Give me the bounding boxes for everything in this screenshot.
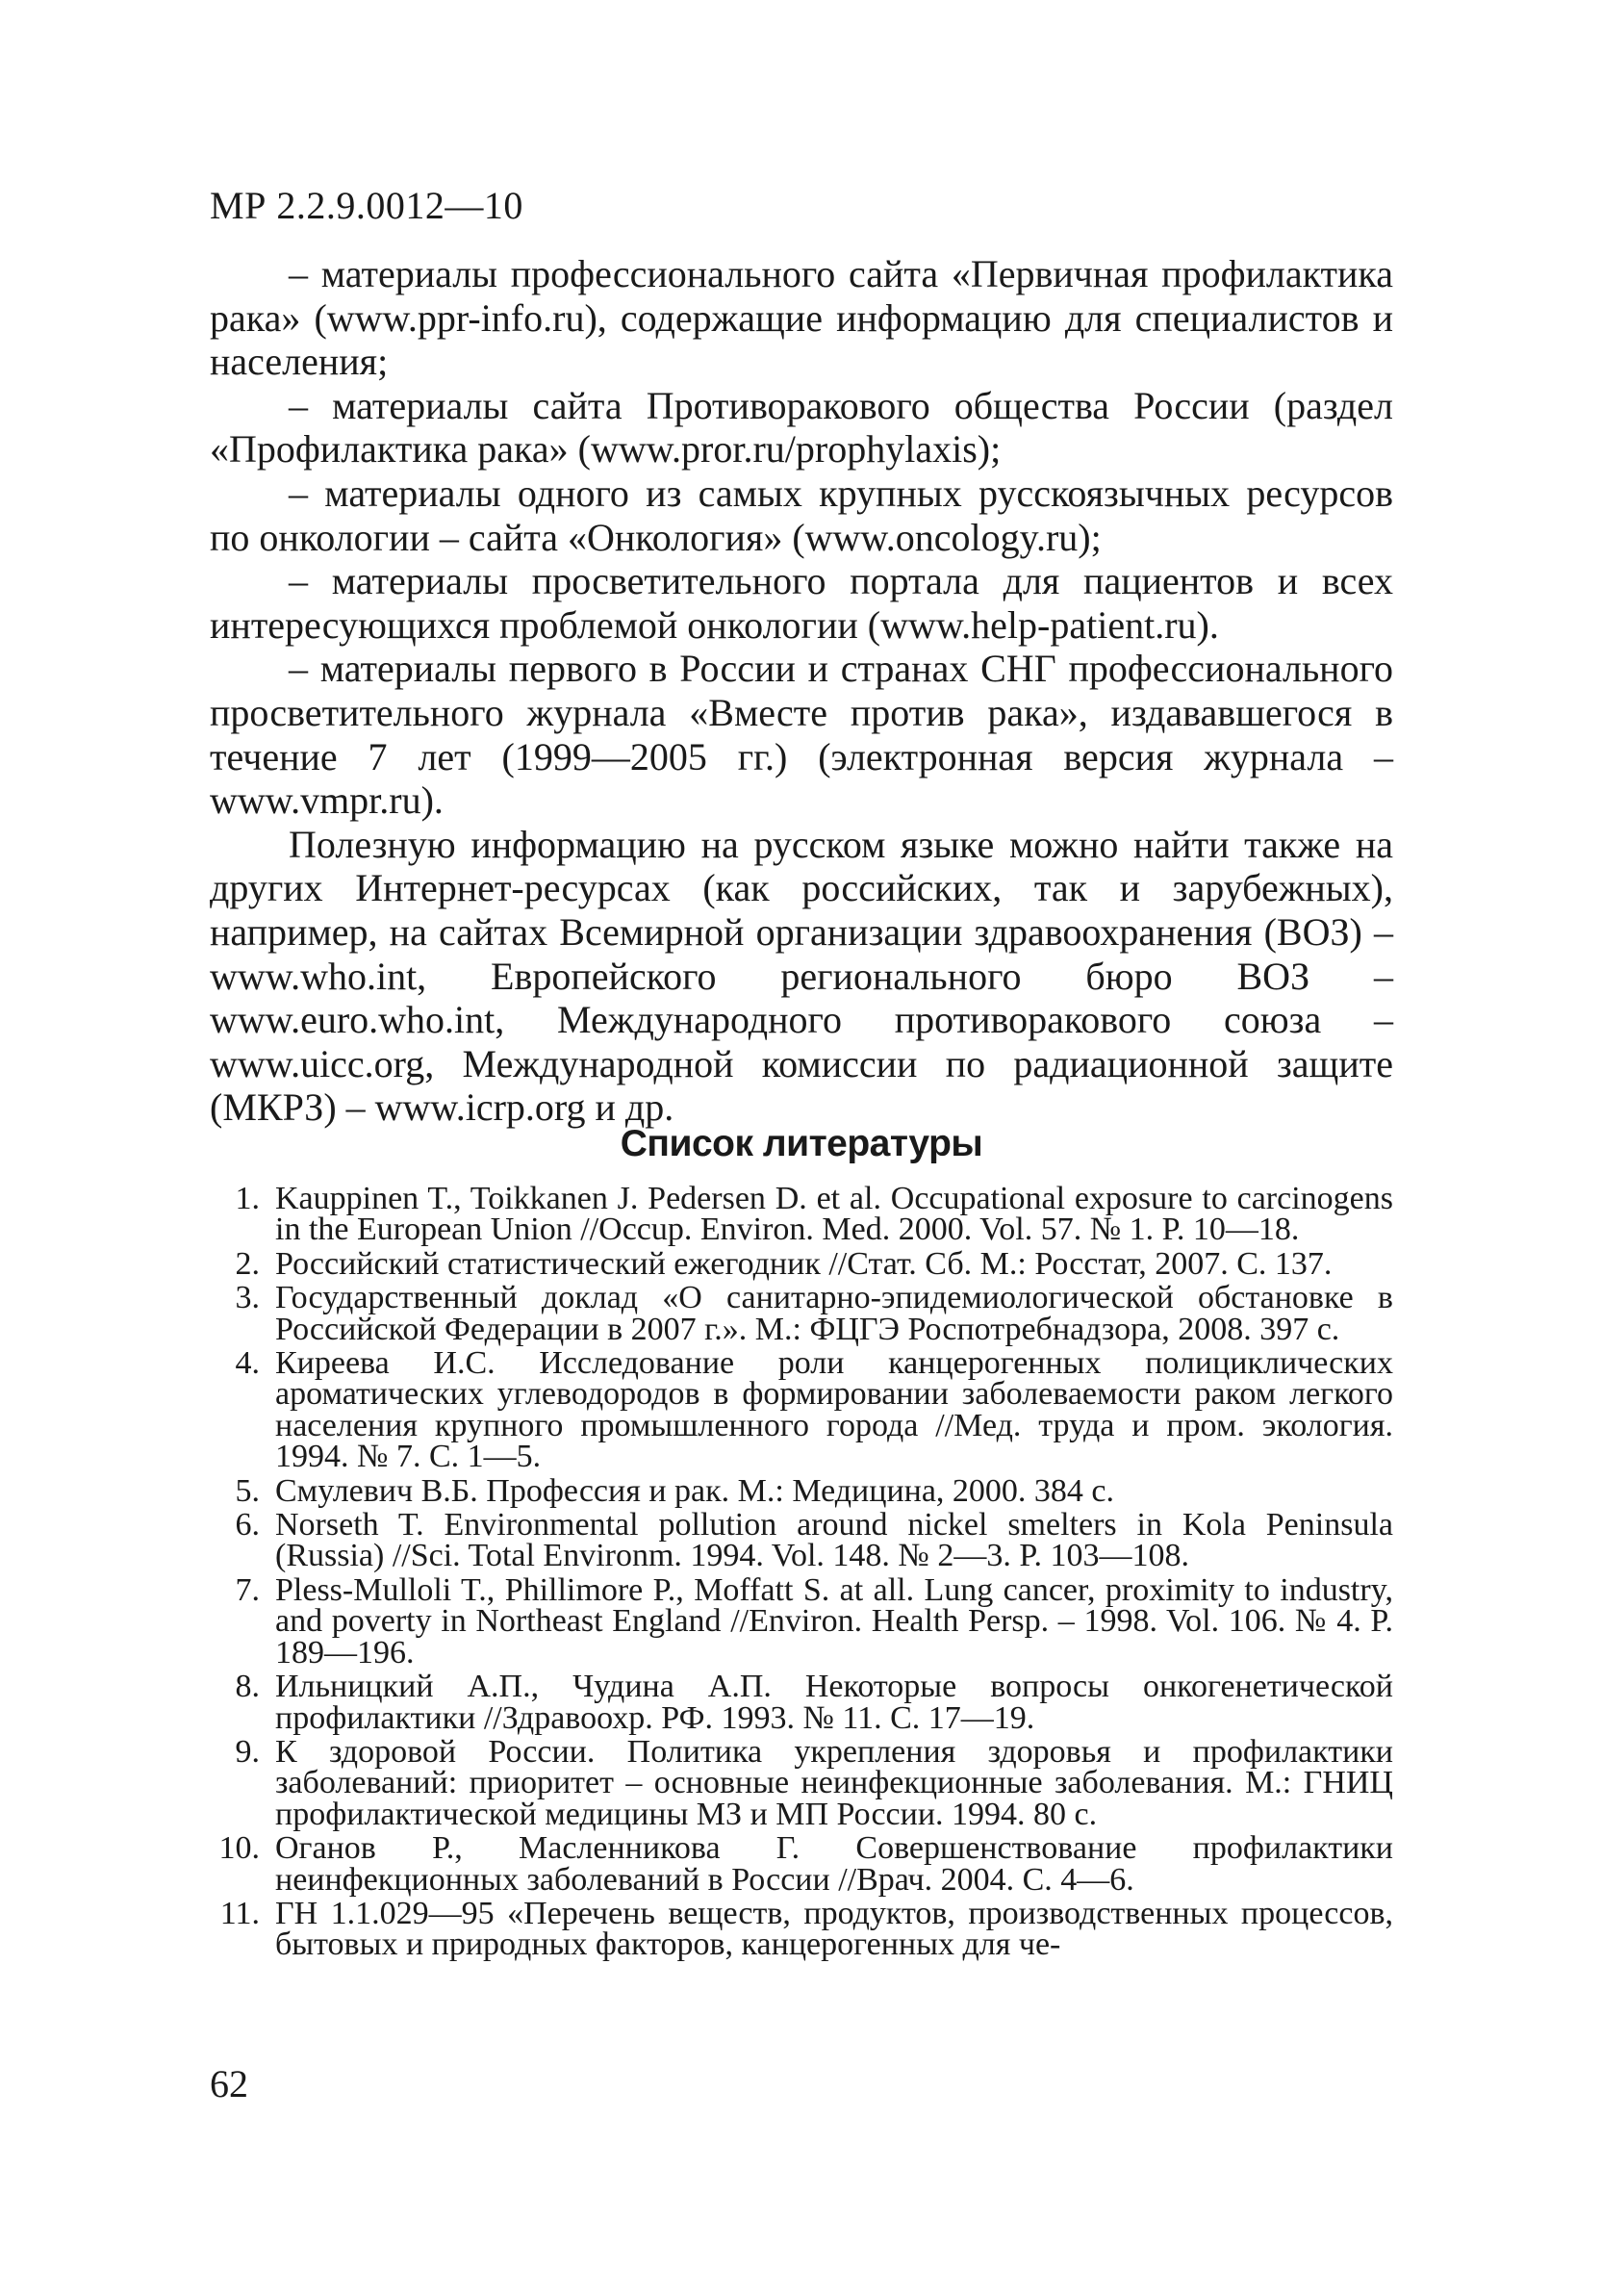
reference-text: Kauppinen T., Toikkanen J. Pedersen D. et al. Occupational exposure to carcinogens in the European Union //Occup. Environ. Med. 2000. Vol. 57. № 1. P. 10—18. — [275, 1181, 1393, 1248]
reference-item — [210, 1830, 1393, 1898]
reference-text: К здоровой России. Политика укрепления здоровья и профилактики заболеваний: приоритет – основные неинфекционные заболевания. М.: ГНИЦ профилактической медицины МЗ и МП России. 1994. 80 с. — [275, 1733, 1393, 1832]
reference-item — [210, 1472, 1393, 1509]
paragraph: Полезную информацию на русском языке можно найти также на других Интернет-ресурсах (как российских, так и зарубежных), например, на сайтах Всемирной организации здравоохранения (ВОЗ) – www.who.int, Европейского регионального бюро ВОЗ – www.euro.who.int, Международного противоракового союза – www.uicc.org, Международной комиссии по радиационной защите (МКРЗ) – www.icrp.org и др. — [210, 822, 1393, 1130]
reference-item — [210, 1895, 1393, 1963]
reference-text: ГН 1.1.029—95 «Перечень веществ, продуктов, производственных процессов, бытовых и природных факторов, канцерогенных для че- — [275, 1895, 1393, 1963]
paragraph: – материалы сайта Противоракового общества России (раздел «Профилактика рака» (www.pror.ru/prophylaxis); — [210, 383, 1393, 472]
reference-number: 8. — [235, 1669, 260, 1705]
page-number: 62 — [210, 2062, 248, 2105]
reference-item — [210, 1181, 1393, 1248]
paragraph: – материалы профессионального сайта «Первичная профилактика рака» (www.ppr-info.ru), содержащие информацию для специалистов и населения; — [210, 252, 1393, 384]
reference-item — [210, 1507, 1393, 1574]
reference-text: Norseth T. Environmental pollution around nickel smelters in Kola Peninsula (Russia) //Sci. Total Environm. 1994. Vol. 148. № 2—3. P. 103—108. — [275, 1507, 1393, 1574]
reference-number: 11. — [219, 1895, 260, 1931]
reference-number: 6. — [235, 1507, 260, 1543]
reference-item — [210, 1345, 1393, 1475]
reference-number: 3. — [235, 1280, 260, 1316]
reference-text: Ильницкий А.П., Чудина А.П. Некоторые вопросы онкогенетической профилактики //Здравоохр. РФ. 1993. № 11. С. 17—19. — [275, 1669, 1393, 1736]
reference-number: 1. — [235, 1181, 260, 1216]
paragraph: – материалы одного из самых крупных русскоязычных ресурсов по онкологии – сайта «Онкология» (www.oncology.ru); — [210, 471, 1393, 559]
reference-item — [210, 1571, 1393, 1671]
reference-item — [210, 1671, 1393, 1734]
reference-number: 9. — [235, 1733, 260, 1770]
reference-text: Pless-Mulloli T., Phillimore P., Moffatt S. at all. Lung cancer, proximity to industry, and poverty in Northeast England //Environ. Health Persp. – 1998. Vol. 106. № 4. P. 189—196. — [275, 1571, 1393, 1671]
reference-number: 10. — [218, 1830, 260, 1867]
reference-text: Киреева И.С. Исследование роли канцерогенных полициклических ароматических углеводородов в формировании заболеваемости раком легкого населения крупного промышленного города //Мед. труда и пром. экология. 1994. № 7. С. 1—5. — [275, 1345, 1393, 1475]
reference-text: Оганов Р., Масленникова Г. Совершенствование профилактики неинфекционных заболеваний в России //Врач. 2004. С. 4—6. — [275, 1830, 1393, 1898]
reference-number: 2. — [235, 1245, 260, 1282]
body-text — [210, 252, 1393, 1130]
reference-item — [210, 1245, 1393, 1282]
reference-text: Российский статистический ежегодник //Стат. Сб. М.: Росстат, 2007. С. 137. — [275, 1245, 1333, 1282]
running-title: МР 2.2.9.0012—10 — [210, 184, 523, 227]
reference-item — [210, 1733, 1393, 1832]
references-heading: Список литературы — [620, 1123, 983, 1164]
reference-number: 7. — [235, 1571, 260, 1608]
reference-item — [210, 1280, 1393, 1347]
reference-text: Смулевич В.Б. Профессия и рак. М.: Медицина, 2000. 384 с. — [275, 1472, 1115, 1509]
reference-list — [210, 1181, 1393, 1964]
reference-text: Государственный доклад «О санитарно-эпидемиологической обстановке в Российской Федерации в 2007 г.». М.: ФЦГЭ Роспотребнадзора, 2008. 397 с. — [275, 1280, 1393, 1347]
reference-number: 5. — [235, 1472, 260, 1509]
paragraph: – материалы просветительного портала для пациентов и всех интересующихся проблемой онкологии (www.help-patient.ru). — [210, 559, 1393, 647]
reference-number: 4. — [235, 1345, 260, 1382]
paragraph: – материалы первого в России и странах СНГ профессионального просветительного журнала «Вместе против рака», издававшегося в течение 7 лет (1999—2005 гг.) (электронная версия журнала – www.vmpr.ru). — [210, 647, 1393, 823]
